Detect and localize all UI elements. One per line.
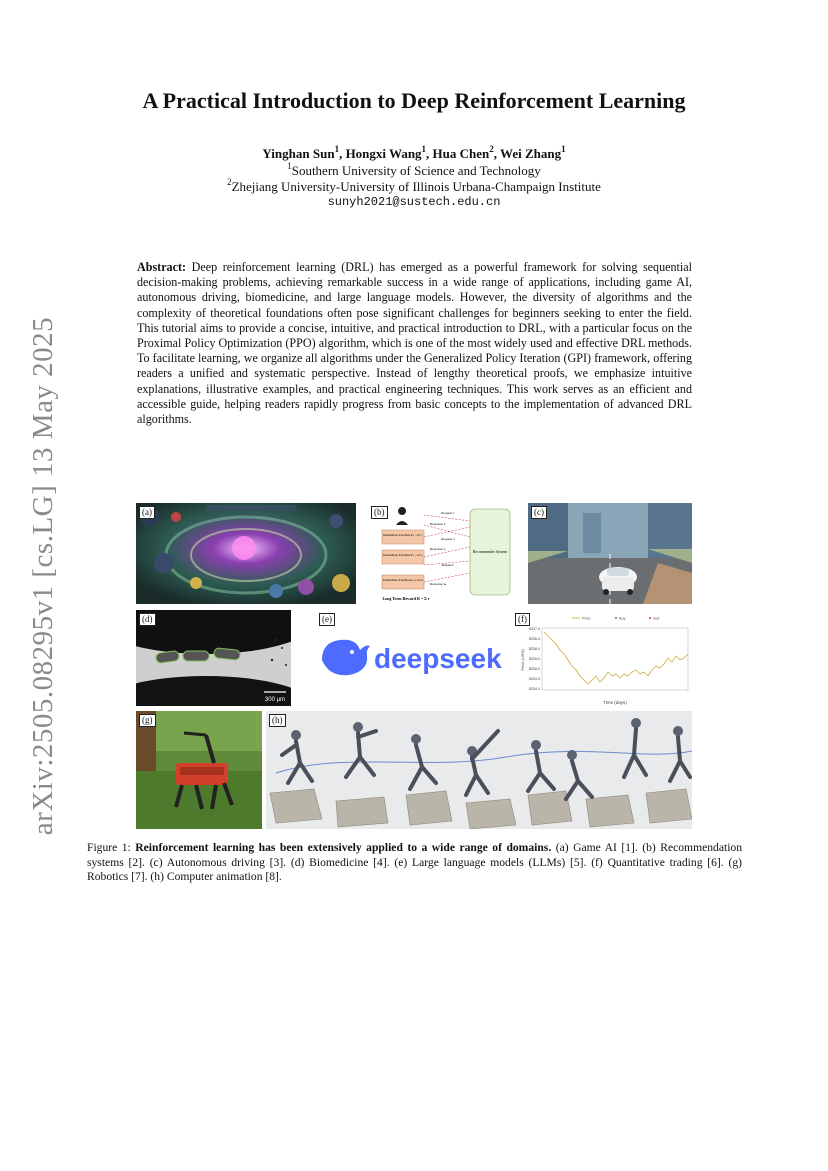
y-tick: $334.0	[529, 687, 540, 691]
arxiv-stamp: arXiv:2505.08295v1 [cs.LG] 13 May 2025	[27, 316, 59, 836]
deepseek-wordmark: deepseek	[374, 643, 502, 674]
animation-image	[266, 711, 692, 829]
y-tick: $337.0	[529, 627, 540, 631]
panel-biomedicine	[136, 610, 291, 706]
affiliation-2	[60, 179, 768, 195]
paper-title: A Practical Introduction to Deep Reinforcement Learning	[142, 88, 686, 113]
author-name: Wei Zhang	[500, 146, 562, 161]
affiliation-text: Southern University of Science and Technology	[291, 163, 541, 178]
request-label: Request t	[441, 563, 455, 567]
abstract-label: Abstract:	[137, 260, 187, 274]
feedback-label: Immediate Feedback r₂ of I₂	[383, 553, 423, 557]
affiliation-sup: 1	[287, 161, 292, 171]
legend-sell: Sell	[653, 616, 660, 621]
panel-recommender	[368, 503, 520, 604]
legend-price: Price	[582, 616, 591, 621]
y-tick: $336.5	[529, 637, 540, 641]
author-sup: 1	[421, 144, 427, 154]
panel-game-ai	[136, 503, 356, 604]
panel-trading	[512, 610, 692, 706]
author-name: Hua Chen	[432, 146, 490, 161]
panel-llm	[316, 610, 512, 706]
author-sup: 2	[489, 144, 494, 154]
response-label: Response I₁	[429, 522, 447, 526]
robotics-image	[136, 711, 262, 829]
legend-buy: Buy	[619, 616, 626, 621]
y-tick: $335.0	[529, 667, 540, 671]
panel-label-e: (e)	[319, 613, 335, 626]
panel-label-c: (c)	[531, 506, 547, 519]
panel-animation	[266, 711, 692, 829]
affiliation-1	[60, 163, 768, 179]
long-term-reward: Long Term Reward R = Σ r	[382, 596, 430, 601]
whale-icon	[322, 640, 370, 675]
author-email[interactable]: sunyh2021@sustech.edu.cn	[327, 195, 501, 209]
panel-label-f: (f)	[515, 613, 530, 626]
abstract	[137, 260, 692, 427]
caption-bold: Reinforcement learning has been extensively applied to a wide range of domains.	[135, 841, 552, 854]
recommender-label: Recommender System	[472, 550, 508, 554]
request-label: Request 1	[441, 511, 455, 515]
feedback-label: Immediate Feedback r₁ of I₁	[383, 533, 423, 537]
panel-label-d: (d)	[139, 613, 156, 626]
author-name: Yinghan Sun	[262, 146, 335, 161]
panel-label-b: (b)	[371, 506, 388, 519]
author-name: Hongxi Wang	[345, 146, 422, 161]
feedback-label: Immediate Feedback rₙ of Iₙ	[383, 578, 423, 582]
abstract-text: Deep reinforcement learning (DRL) has emerged as a powerful framework for solving sequential decision-making problems, achieving remarkable success in a wide range of applications, including game AI, autonomous driving, biomedicine, and large language models. However, the diversity of algorithms and the complexity of theoretical foundations often pose significant challenges for beginners seeking to enter the field. This tutorial aims to provide a concise, intuitive, and practical introduction to DRL, with a particular focus on the Proximal Policy Optimization (PPO) algorithm, which is one of the most widely used and effective DRL methods. To facilitate learning, we organize all algorithms under the Generalized Policy Iteration (GPI) framework, offering readers a unified and systematic perspective. Instead of lengthy theoretical proofs, we emphasize intuitive explanations, illustrative examples, and practical engineering techniques. This work serves as an efficient and accessible guide, helping readers rapidly progress from basic concepts to the implementation of advanced DRL algorithms.	[137, 260, 692, 427]
driving-image	[528, 503, 692, 604]
caption-label: Figure 1:	[87, 841, 131, 854]
user-icon	[396, 507, 408, 525]
y-tick: $335.5	[529, 657, 540, 661]
panel-autonomous-driving	[528, 503, 692, 604]
scale-bar-label: 300 μm	[264, 697, 286, 703]
panel-label-h: (h)	[269, 714, 286, 727]
y-tick: $336.0	[529, 647, 540, 651]
affiliation-sup: 2	[227, 177, 232, 187]
caption-text: (a) Game AI [1]. (b) Recommendation systems [2]. (c) Autonomous driving [3]. (d) Biomedicine [4]. (e) Large language models (LLMs) [5]. (f) Quantitative trading [6]. (g) Robotics [7]. (h) Computer animation [8].	[87, 841, 743, 883]
y-tick: $334.5	[529, 677, 540, 681]
recsys-diagram	[368, 503, 520, 604]
trading-chart	[512, 610, 692, 706]
author-sup: 1	[561, 144, 566, 154]
biomedicine-image	[136, 610, 291, 706]
author-sup: 1	[334, 144, 340, 154]
price-series	[544, 632, 688, 684]
panel-robotics	[136, 711, 262, 829]
trading-ylabel: Price (USD)	[520, 649, 525, 671]
affiliation-text: Zhejiang University-University of Illinois Urbana-Champaign Institute	[231, 179, 601, 194]
deepseek-logo	[316, 610, 512, 706]
game-ai-image	[136, 503, 356, 604]
panel-label-g: (g)	[139, 714, 156, 727]
response-label: Response Iₙ	[429, 582, 447, 586]
panel-label-a: (a)	[139, 506, 155, 519]
figure-caption	[87, 841, 742, 885]
request-label: Request 2	[441, 537, 455, 541]
trading-xlabel: Time (days)	[603, 700, 627, 705]
author-list: Yinghan Sun$^1$, Hongxi Wang$^1$, Hua Chen$^2$, Wei Zhang$^1$	[262, 144, 566, 161]
response-label: Response I₂	[429, 547, 447, 551]
